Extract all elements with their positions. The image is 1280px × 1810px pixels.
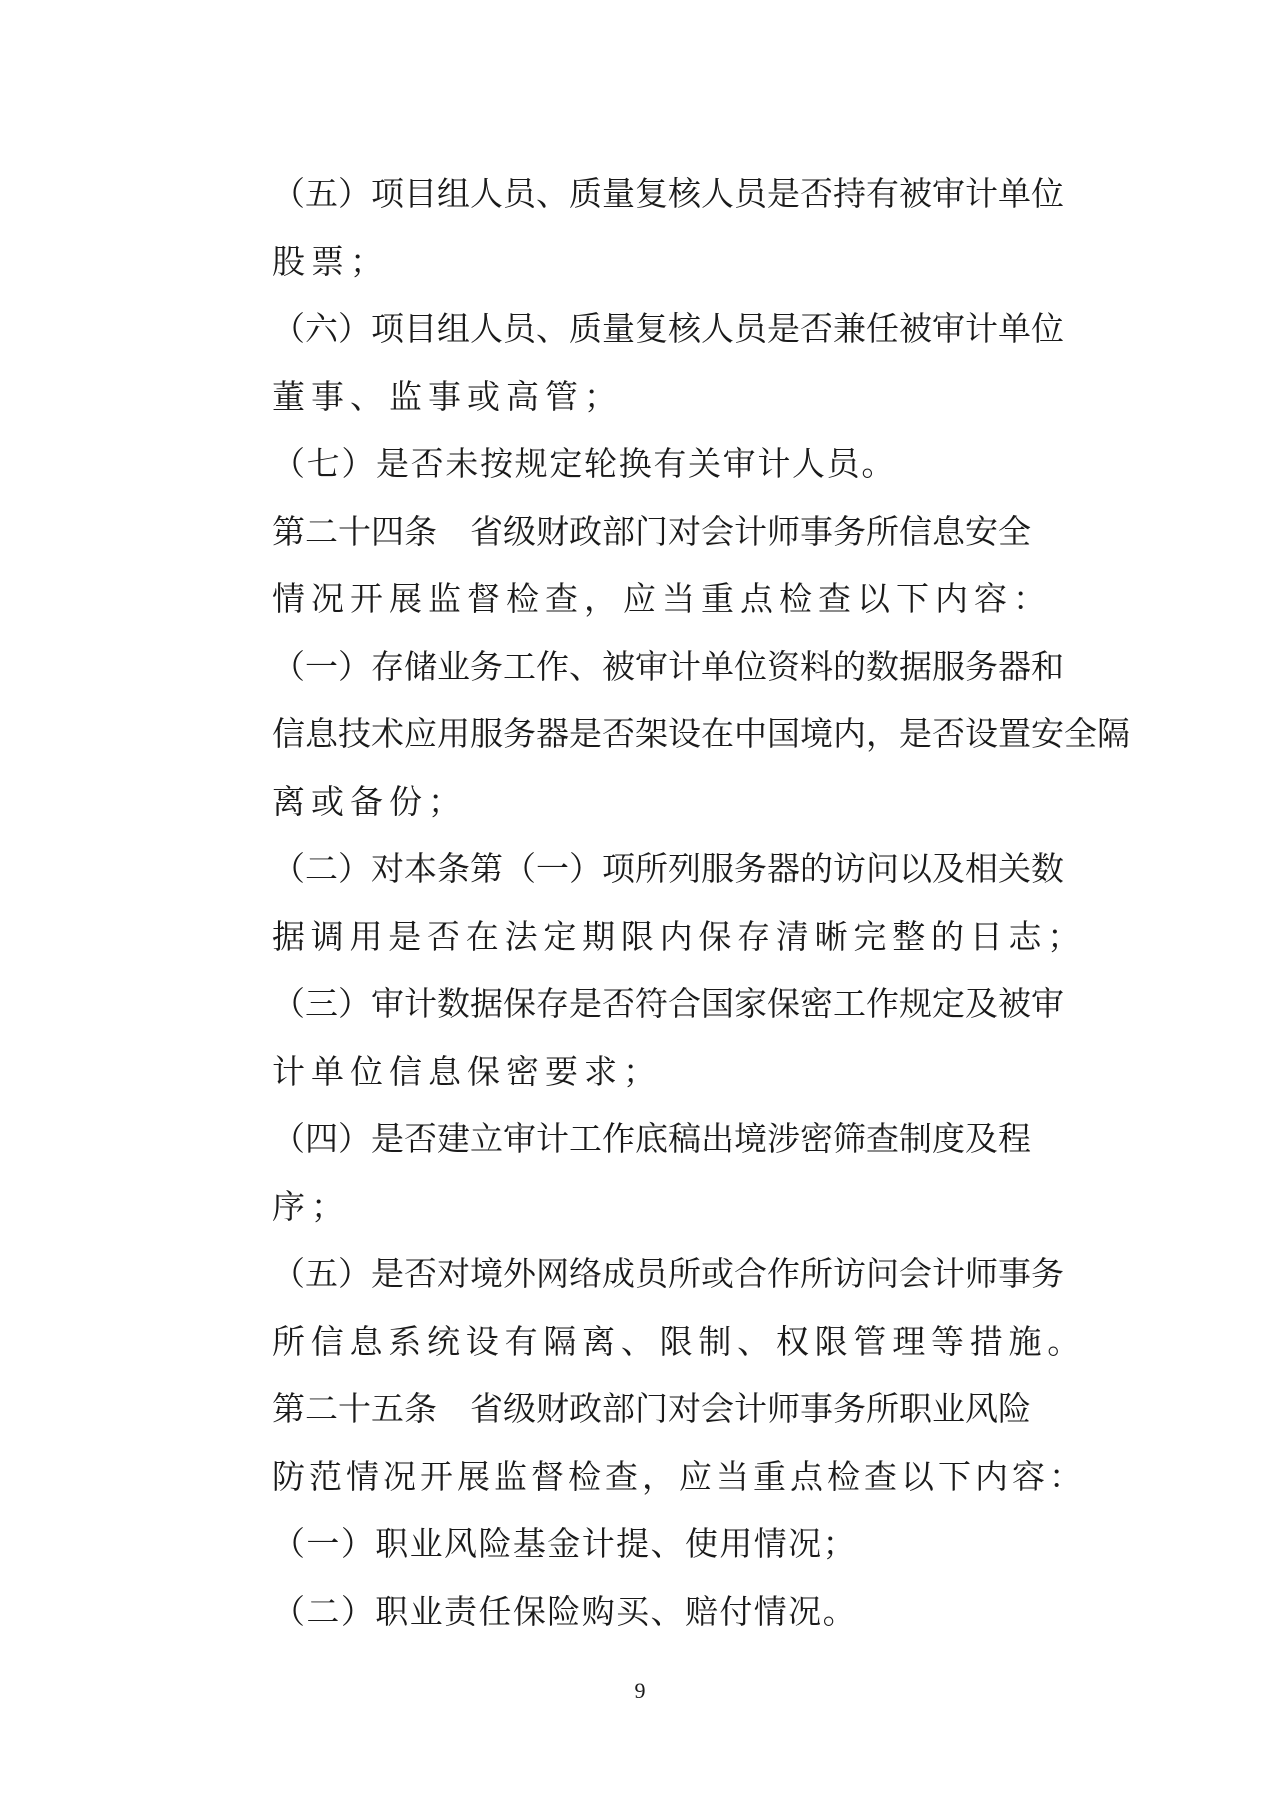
text-line: 计单位信息保密要求； (272, 1051, 662, 1091)
text-line: （二）职业责任保险购买、赔付情况。 (272, 1591, 857, 1631)
paragraph (194, 633, 1130, 836)
text-line: 第二十五条 省级财政部门对会计师事务所职业风险 (272, 1389, 1031, 1428)
text-line: （一）职业风险基金计提、使用情况； (272, 1524, 857, 1563)
text-line: 据调用是否在法定期限内保存清晰完整的日志； (272, 916, 1086, 956)
text-line: （五）是否对境外网络成员所或合作所访问会计师事务 (272, 1254, 1064, 1293)
text-line: （六）项目组人员、质量复核人员是否兼任被审计单位 (272, 309, 1064, 348)
text-line: 信息技术应用服务器是否架设在中国境内，是否设置安全隔 (272, 714, 1130, 753)
text-line: （三）审计数据保存是否符合国家保密工作规定及被审 (272, 984, 1064, 1023)
text-line: 第二十四条 省级财政部门对会计师事务所信息安全 (272, 511, 1031, 551)
paragraph (194, 1105, 1086, 1240)
paragraph (194, 1510, 1086, 1578)
text-line: 序； (272, 1186, 350, 1226)
text-line: （五）项目组人员、质量复核人员是否持有被审计单位 (272, 174, 1064, 213)
paragraph (194, 970, 1086, 1105)
text-line: （二）对本条第（一）项所列服务器的访问以及相关数 (272, 849, 1064, 888)
text-line: 股票； (272, 241, 389, 281)
paragraph (194, 1578, 1086, 1646)
document-body (194, 160, 1130, 1645)
paragraph (194, 295, 1086, 430)
paragraph (194, 430, 1086, 498)
paragraph (194, 835, 1086, 970)
paragraph (194, 1240, 1086, 1375)
text-line: （四）是否建立审计工作底稿出境涉密筛查制度及程 (272, 1119, 1031, 1158)
text-line: 董事、监事或高管； (272, 376, 623, 416)
paragraph (194, 160, 1086, 295)
text-line: 离或备份； (272, 781, 467, 821)
text-line: （一）存储业务工作、被审计单位资料的数据服务器和 (272, 646, 1064, 686)
paragraph (194, 1375, 1086, 1510)
paragraph (194, 498, 1086, 633)
text-line: 所信息系统设有隔离、限制、权限管理等措施。 (272, 1321, 1086, 1361)
text-line: （七）是否未按规定轮换有关审计人员。 (272, 444, 896, 483)
text-line: 情况开展监督检查，应当重点检查以下内容： (272, 579, 1052, 618)
text-line: 防范情况开展监督检查，应当重点检查以下内容： (272, 1456, 1086, 1496)
page-number: 9 (634, 1678, 646, 1703)
